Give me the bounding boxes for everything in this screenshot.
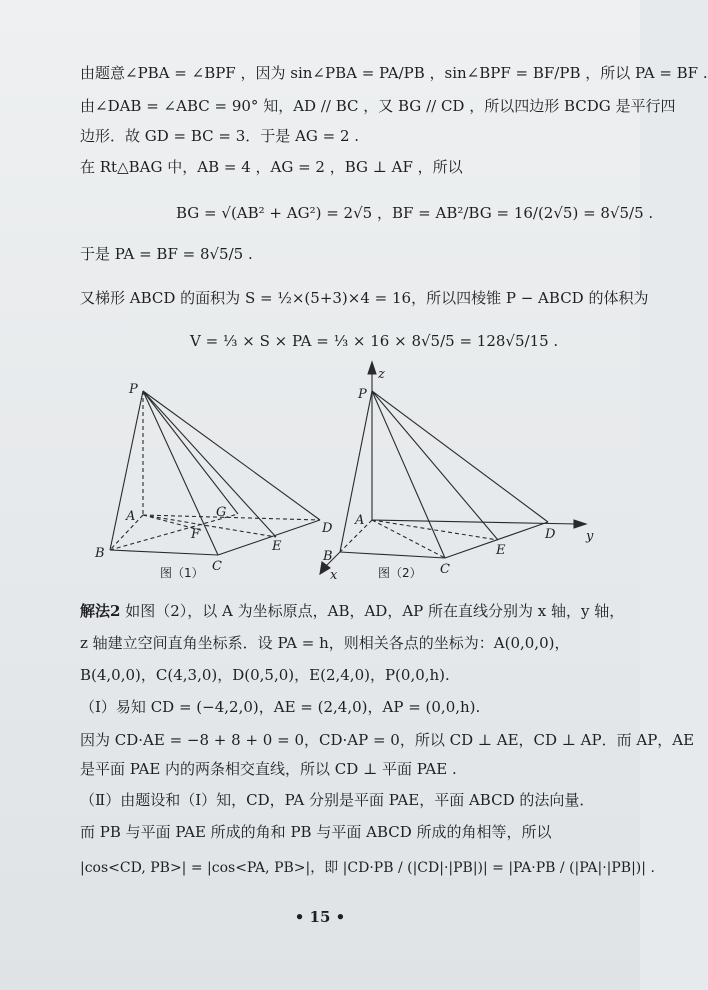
text-line: 边形．故 GD = BC = 3．于是 AG = 2 . [80, 127, 360, 145]
point-label: E [496, 543, 506, 558]
text-line: 由∠DAB = ∠ABC = 90° 知，AD // BC ，又 BG // CD ，所以四边形 BCDG 是平行四 [80, 97, 676, 115]
solution-heading: 解法2 [80, 602, 121, 620]
point-label: C [440, 562, 450, 577]
axis-label: x [330, 568, 338, 583]
figure-caption: 图（2） [378, 566, 422, 580]
text-line: |cos<CD, PB>| = |cos<PA, PB>|，即 |CD·PB / (|CD|·|PB|)| = |PA·PB / (|PA|·|PB|)| . [80, 860, 655, 876]
axis-label: z [378, 367, 385, 382]
figure-2-labels [322, 367, 594, 583]
text-line: z 轴建立空间直角坐标系．设 PA = h，则相关各点的坐标为：A(0,0,0)， [80, 634, 570, 652]
text-line: 是平面 PAE 内的两条相交直线，所以 CD ⊥ 平面 PAE . [80, 760, 457, 778]
text-span: 如图（2），以 A 为坐标原点，AB，AD，AP 所在直线分别为 x 轴，y 轴， [120, 602, 625, 620]
figure-1-labels [94, 382, 333, 580]
point-label: G [216, 505, 227, 520]
text-line: B(4,0,0)，C(4,3,0)，D(0,5,0)，E(2,4,0)，P(0,0,h). [80, 666, 450, 684]
equation: V = ⅓ × S × PA = ⅓ × 16 × 8√5/5 = 128√5/15 . [190, 332, 559, 350]
point-label: A [355, 513, 365, 528]
text-line: 于是 PA = BF = 8√5/5 . [80, 245, 253, 263]
point-label: B [323, 549, 333, 564]
point-label: D [322, 521, 333, 536]
point-label: A [126, 509, 136, 524]
equation: BG = √(AB² + AG²) = 2√5 ，BF = AB²/BG = 16/(2√5) = 8√5/5 . [176, 204, 654, 222]
point-label: P [358, 387, 367, 402]
figure-caption: 图（1） [160, 566, 204, 580]
axis-label: y [586, 529, 594, 544]
page-number: • 15 • [294, 908, 346, 926]
point-label: B [95, 546, 105, 561]
point-label: P [129, 382, 138, 397]
text-line: 由题意∠PBA = ∠BPF ，因为 sin∠PBA = PA/PB ，sin∠BPF = BF/PB ，所以 PA = BF . [80, 64, 708, 82]
text-line: （Ⅰ）易知 CD = (−4,2,0)，AE = (2,4,0)，AP = (0,0,h). [80, 698, 481, 716]
point-label: C [212, 559, 222, 574]
text-line [80, 600, 625, 622]
point-label: E [272, 539, 282, 554]
text-line: 因为 CD·AE = −8 + 8 + 0 = 0，CD·AP = 0，所以 CD ⊥ AE，CD ⊥ AP．而 AP，AE [80, 731, 695, 749]
text-line: 在 Rt△BAG 中，AB = 4 ，AG = 2 ，BG ⊥ AF ，所以 [80, 158, 463, 176]
text-line: 又梯形 ABCD 的面积为 S = ½×(5+3)×4 = 16，所以四棱锥 P − ABCD 的体积为 [80, 289, 649, 307]
figure-1 [110, 391, 320, 555]
point-label: F [191, 527, 201, 542]
text-line: （Ⅱ）由题设和（Ⅰ）知，CD，PA 分别是平面 PAE，平面 ABCD 的法向量． [80, 791, 595, 809]
point-label: D [545, 527, 556, 542]
text-line: 而 PB 与平面 PAE 所成的角和 PB 与平面 ABCD 所成的角相等，所以 [80, 823, 552, 841]
